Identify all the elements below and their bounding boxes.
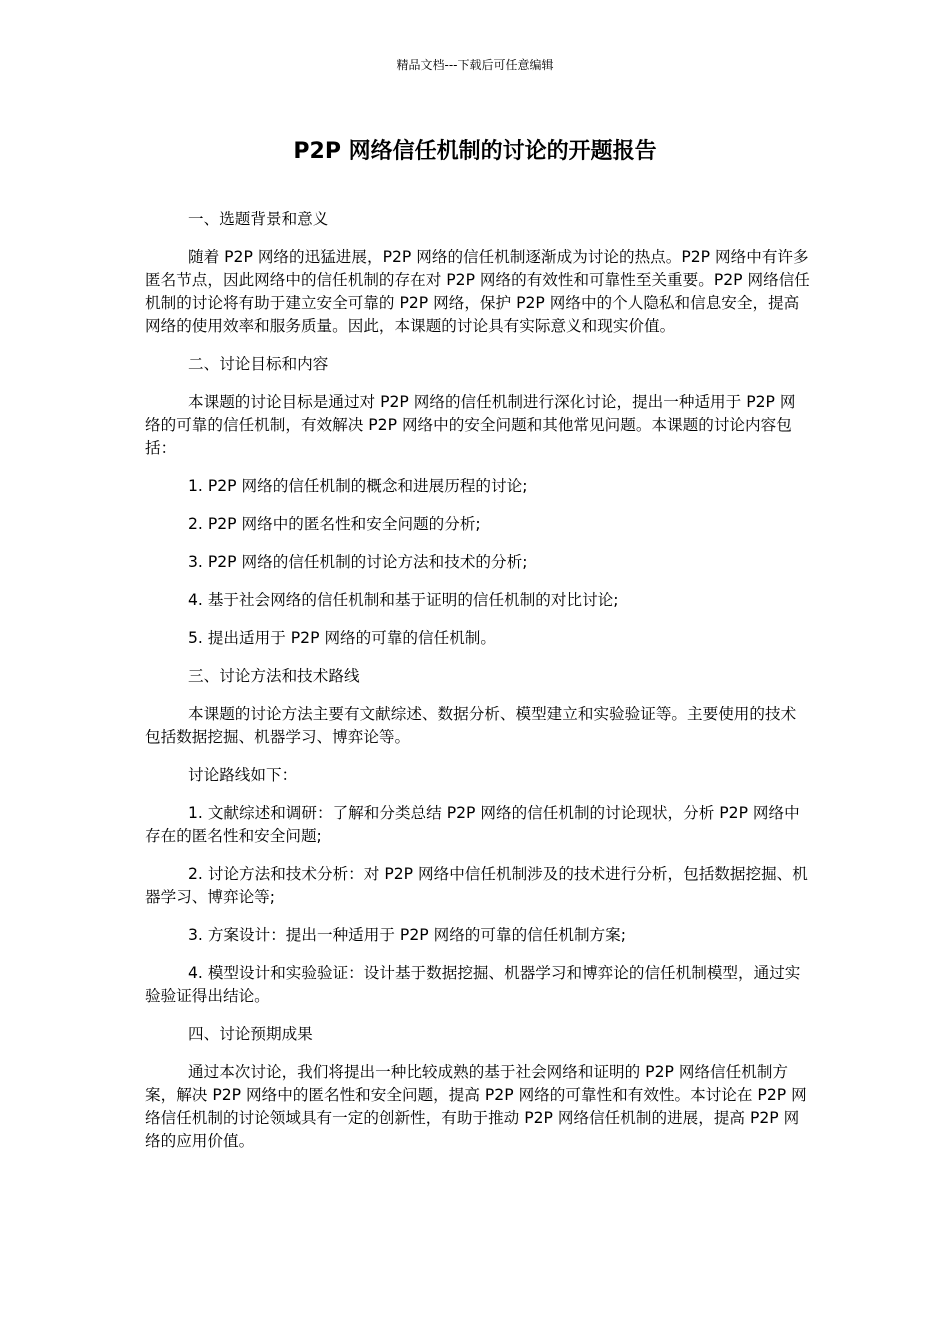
paragraph-background: 随着 P2P 网络的迅猛进展，P2P 网络的信任机制逐渐成为讨论的热点。P2P 网络中有许多匿名节点，因此网络中的信任机制的存在对 P2P 网络的有效性和可靠性至关重要。P2P 网络信任机制的讨论将有助于建立安全可靠的 P2P 网络，保护 P2P 网络中的个人隐私和信息安全，提高网络的使用效率和服务质量。因此，本课题的讨论具有实际意义和现实价值。: [145, 248, 810, 335]
list-item-content-4: 4. 基于社会网络的信任机制和基于证明的信任机制的对比讨论;: [188, 591, 619, 609]
paragraph-methods: 本课题的讨论方法主要有文献综述、数据分析、模型建立和实验验证等。主要使用的技术包括数据挖掘、机器学习、博弈论等。: [145, 705, 797, 746]
section-heading-outcomes: 四、讨论预期成果: [188, 1025, 313, 1043]
page-header: 精品文档---下载后可任意编辑: [396, 58, 554, 72]
list-item-route-2: 2. 讨论方法和技术分析：对 P2P 网络中信任机制涉及的技术进行分析，包括数据挖掘、机器学习、博弈论等;: [145, 865, 808, 906]
document-title: P2P 网络信任机制的讨论的开题报告: [293, 139, 657, 164]
list-item-content-1: 1. P2P 网络的信任机制的概念和进展历程的讨论;: [188, 477, 528, 495]
paragraph-goals: 本课题的讨论目标是通过对 P2P 网络的信任机制进行深化讨论，提出一种适用于 P2P 网络的可靠的信任机制，有效解决 P2P 网络中的安全问题和其他常见问题。本课题的讨论内容包括：: [145, 393, 796, 457]
list-item-content-3: 3. P2P 网络的信任机制的讨论方法和技术的分析;: [188, 553, 528, 571]
list-item-content-2: 2. P2P 网络中的匿名性和安全问题的分析;: [188, 515, 481, 533]
list-item-route-3: 3. 方案设计：提出一种适用于 P2P 网络的可靠的信任机制方案;: [188, 926, 626, 944]
document-body: [145, 208, 810, 1153]
section-heading-goals: 二、讨论目标和内容: [188, 355, 329, 373]
list-item-content-5: 5. 提出适用于 P2P 网络的可靠的信任机制。: [188, 629, 496, 647]
section-heading-methods: 三、讨论方法和技术路线: [188, 667, 360, 685]
paragraph-outcomes: 通过本次讨论，我们将提出一种比较成熟的基于社会网络和证明的 P2P 网络信任机制方案，解决 P2P 网络中的匿名性和安全问题，提高 P2P 网络的可靠性和有效性。本讨论在 P2P 网络信任机制的讨论领域具有一定的创新性，有助于推动 P2P 网络信任机制的进展，提高 P2P 网络的应用价值。: [145, 1063, 807, 1150]
list-item-route-4: 4. 模型设计和实验验证：设计基于数据挖掘、机器学习和博弈论的信任机制模型，通过实验验证得出结论。: [145, 964, 801, 1005]
section-heading-background: 一、选题背景和意义: [188, 210, 329, 228]
paragraph-route-intro: 讨论路线如下：: [188, 766, 298, 784]
list-item-route-1: 1. 文献综述和调研：了解和分类总结 P2P 网络的信任机制的讨论现状，分析 P2P 网络中存在的匿名性和安全问题;: [145, 804, 800, 845]
